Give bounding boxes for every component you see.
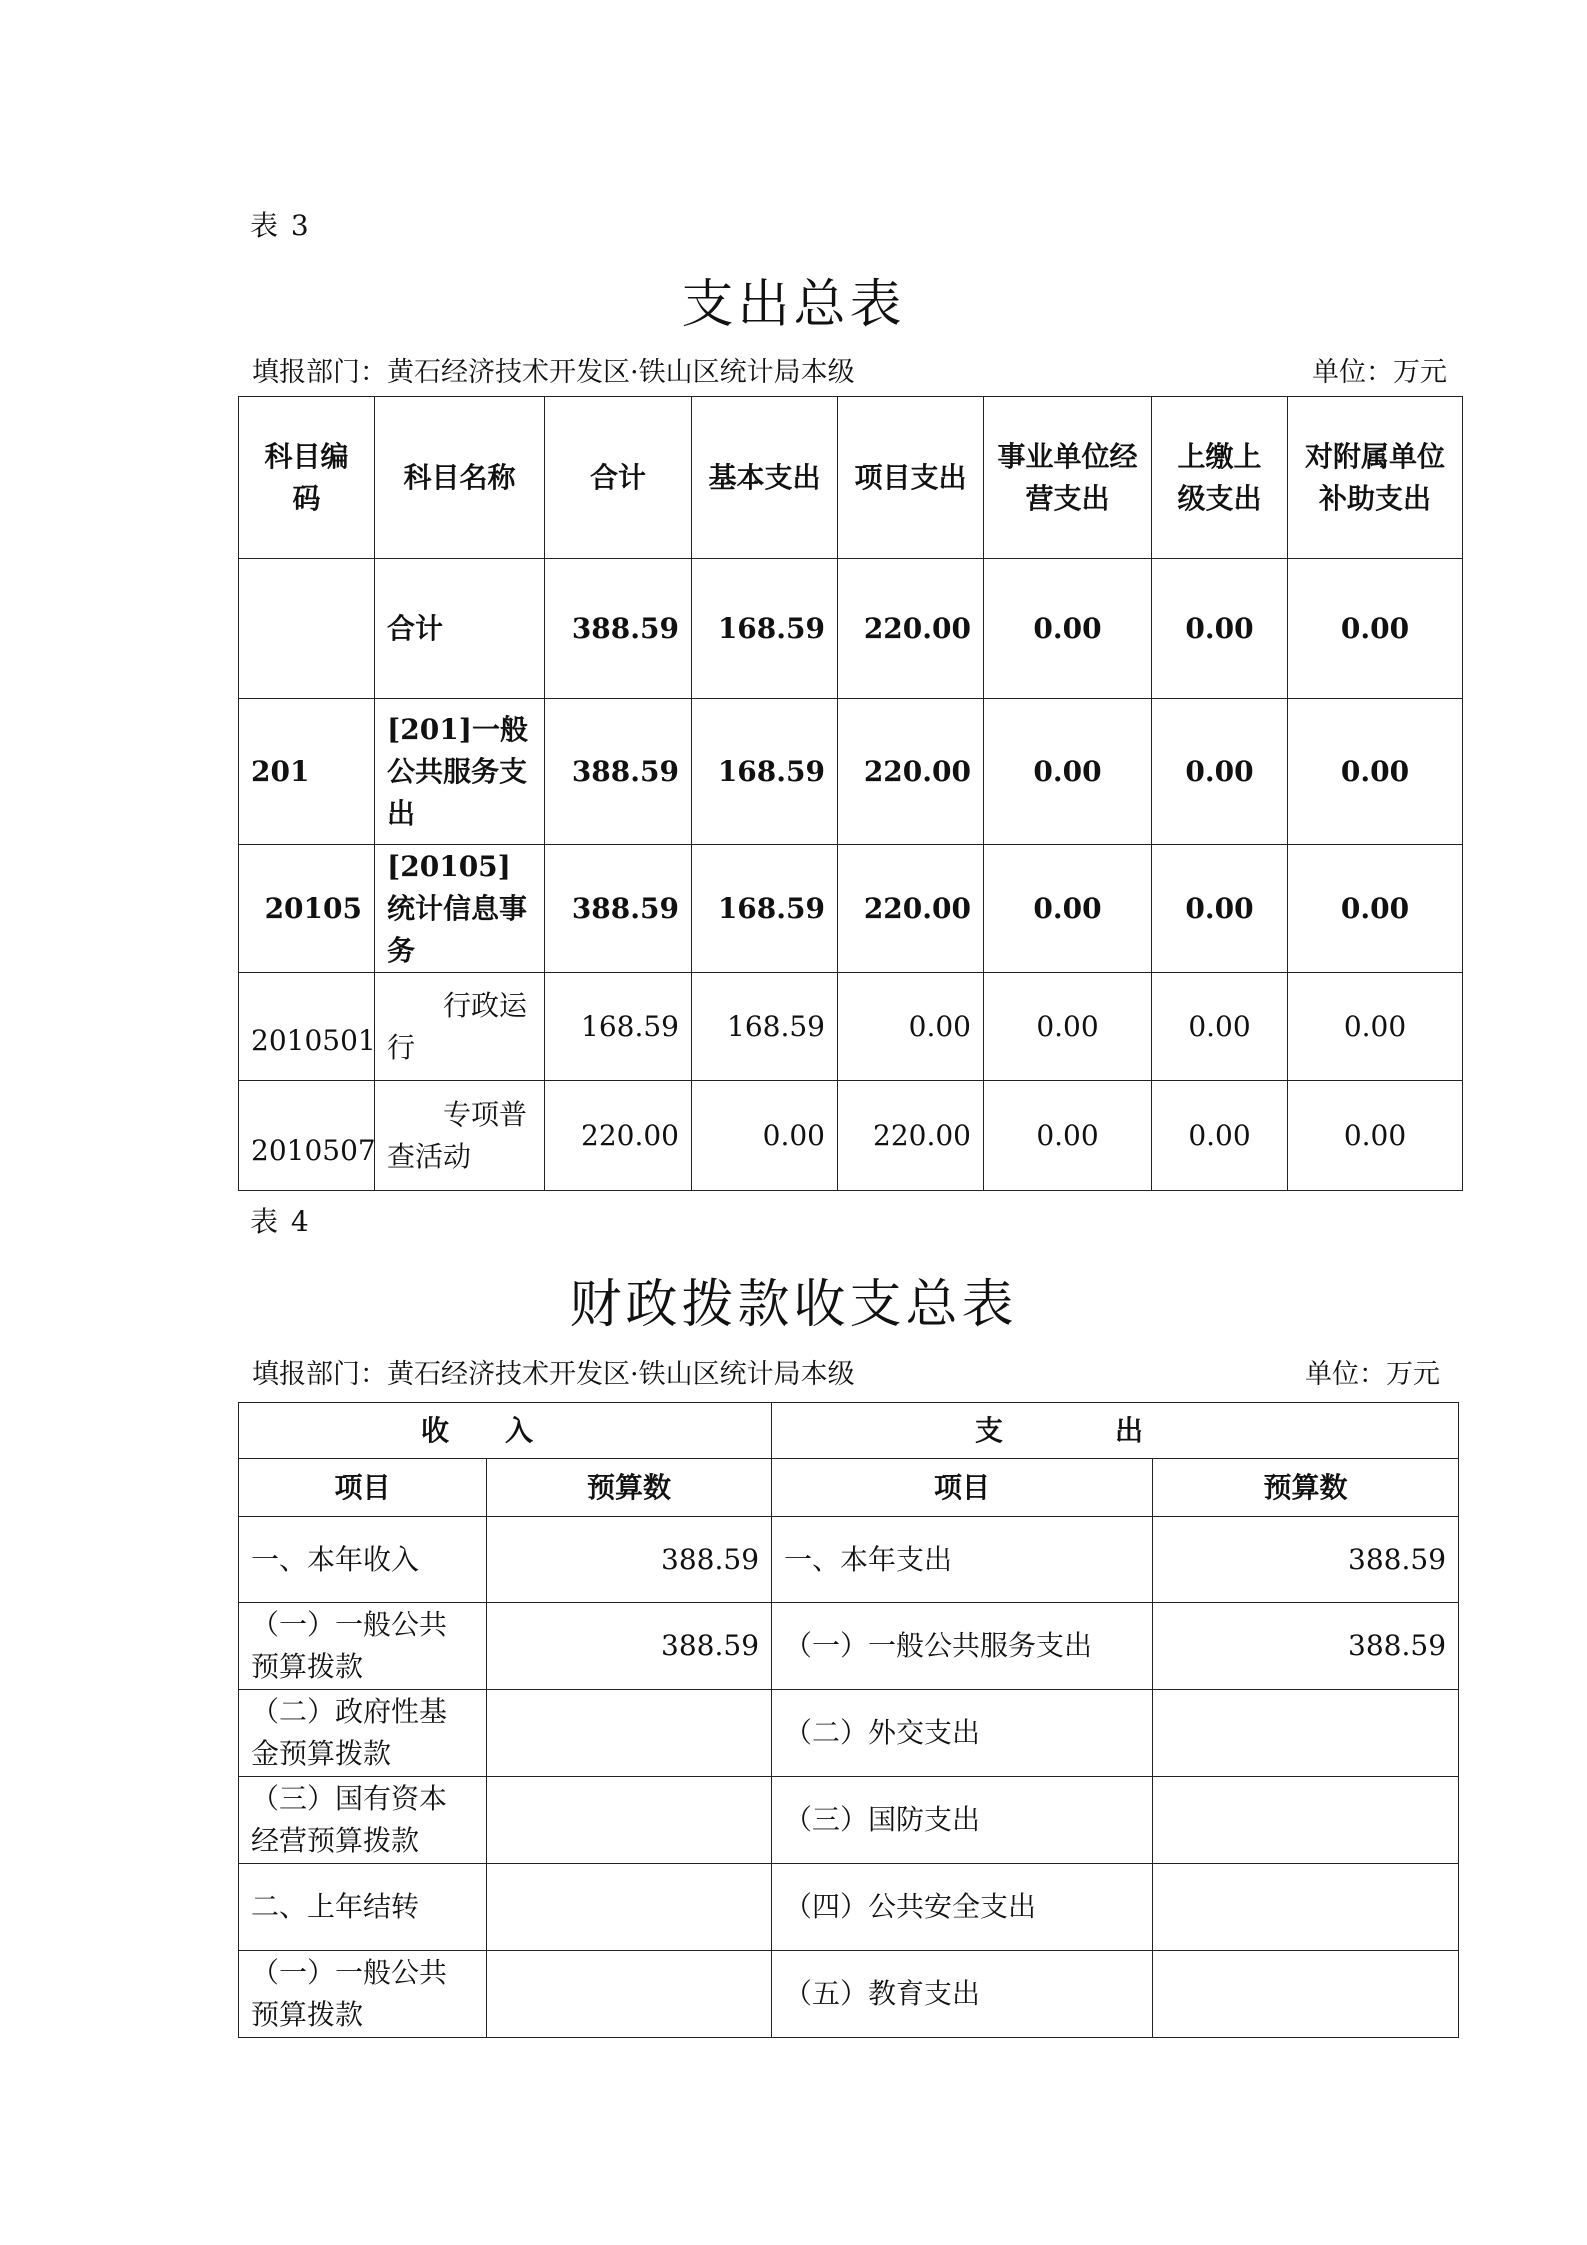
header-business-expense: 事业单位经营支出 bbox=[984, 397, 1152, 559]
expense-item: 一、本年支出 bbox=[772, 1517, 1153, 1603]
income-item: （一）一般公共预算拨款 bbox=[239, 1603, 487, 1690]
expense-item: （四）公共安全支出 bbox=[772, 1864, 1153, 1951]
table-row bbox=[239, 1690, 1459, 1777]
row-project: 220.00 bbox=[838, 559, 984, 699]
income-budget-header: 预算数 bbox=[487, 1459, 772, 1517]
row-total: 388.59 bbox=[545, 845, 692, 973]
income-value bbox=[487, 1951, 772, 2038]
income-item: （一）一般公共预算拨款 bbox=[239, 1951, 487, 2038]
income-value bbox=[487, 1690, 772, 1777]
row-project: 220.00 bbox=[838, 845, 984, 973]
table4-label: 表 4 bbox=[250, 1205, 311, 1238]
table-row bbox=[239, 559, 1463, 699]
header-upper-payment: 上缴上级支出 bbox=[1152, 397, 1288, 559]
expense-item: （五）教育支出 bbox=[772, 1951, 1153, 2038]
row-basic: 168.59 bbox=[692, 973, 838, 1081]
table4-meta bbox=[252, 1352, 1440, 1391]
table3-header-row bbox=[239, 397, 1463, 559]
header-basic-expense: 基本支出 bbox=[692, 397, 838, 559]
row-basic: 168.59 bbox=[692, 699, 838, 845]
table4-title: 财政拨款收支总表 bbox=[569, 1275, 1018, 1335]
expense-budget-header: 预算数 bbox=[1153, 1459, 1459, 1517]
row-business: 0.00 bbox=[984, 845, 1152, 973]
table4-header-row bbox=[239, 1459, 1459, 1517]
row-total: 388.59 bbox=[545, 559, 692, 699]
row-code: 20105 bbox=[239, 845, 375, 973]
row-subsidy: 0.00 bbox=[1288, 973, 1463, 1081]
row-code: 2010507 bbox=[239, 1081, 375, 1191]
row-project: 220.00 bbox=[838, 1081, 984, 1191]
header-total: 合计 bbox=[545, 397, 692, 559]
row-business: 0.00 bbox=[984, 973, 1152, 1081]
expense-value bbox=[1153, 1864, 1459, 1951]
income-value bbox=[487, 1864, 772, 1951]
income-value bbox=[487, 1777, 772, 1864]
expense-value: 388.59 bbox=[1153, 1603, 1459, 1690]
row-upper: 0.00 bbox=[1152, 1081, 1288, 1191]
row-name: [20105]统计信息事务 bbox=[375, 845, 545, 973]
row-code: 201 bbox=[239, 699, 375, 845]
row-basic: 168.59 bbox=[692, 559, 838, 699]
income-item: （三）国有资本经营预算拨款 bbox=[239, 1777, 487, 1864]
table-row bbox=[239, 973, 1463, 1081]
expense-item: （一）一般公共服务支出 bbox=[772, 1603, 1153, 1690]
table3-dept-label: 填报部门：黄石经济技术开发区·铁山区统计局本级 bbox=[252, 357, 855, 388]
row-code bbox=[239, 559, 375, 699]
row-subsidy: 0.00 bbox=[1288, 559, 1463, 699]
table-row bbox=[239, 1777, 1459, 1864]
table-row bbox=[239, 1864, 1459, 1951]
row-subsidy: 0.00 bbox=[1288, 1081, 1463, 1191]
row-name: 专项普查活动 bbox=[375, 1081, 545, 1191]
income-value: 388.59 bbox=[487, 1517, 772, 1603]
table-row bbox=[239, 845, 1463, 973]
expense-header: 支出 bbox=[772, 1403, 1459, 1459]
row-basic: 0.00 bbox=[692, 1081, 838, 1191]
income-item-header: 项目 bbox=[239, 1459, 487, 1517]
row-basic: 168.59 bbox=[692, 845, 838, 973]
income-header: 收入 bbox=[239, 1403, 772, 1459]
table4-group-header-row bbox=[239, 1403, 1459, 1459]
table4-unit-label: 单位：万元 bbox=[1305, 1359, 1440, 1390]
row-name: 合计 bbox=[375, 559, 545, 699]
table3-meta bbox=[252, 350, 1447, 389]
expense-value bbox=[1153, 1690, 1459, 1777]
header-subject-code: 科目编码 bbox=[239, 397, 375, 559]
expense-value bbox=[1153, 1777, 1459, 1864]
header-subsidy-expense: 对附属单位补助支出 bbox=[1288, 397, 1463, 559]
row-project: 0.00 bbox=[838, 973, 984, 1081]
table-row bbox=[239, 1951, 1459, 2038]
expense-item: （二）外交支出 bbox=[772, 1690, 1153, 1777]
row-total: 220.00 bbox=[545, 1081, 692, 1191]
row-business: 0.00 bbox=[984, 699, 1152, 845]
table-row bbox=[239, 1517, 1459, 1603]
row-upper: 0.00 bbox=[1152, 699, 1288, 845]
row-subsidy: 0.00 bbox=[1288, 699, 1463, 845]
header-subject-name: 科目名称 bbox=[375, 397, 545, 559]
income-item: 二、上年结转 bbox=[239, 1864, 487, 1951]
row-subsidy: 0.00 bbox=[1288, 845, 1463, 973]
table3-label: 表 3 bbox=[250, 209, 311, 242]
income-item: （二）政府性基金预算拨款 bbox=[239, 1690, 487, 1777]
table3-title: 支出总表 bbox=[681, 275, 906, 335]
row-business: 0.00 bbox=[984, 1081, 1152, 1191]
row-code: 2010501 bbox=[239, 973, 375, 1081]
row-upper: 0.00 bbox=[1152, 559, 1288, 699]
expense-item-header: 项目 bbox=[772, 1459, 1153, 1517]
table-row bbox=[239, 1603, 1459, 1690]
expense-item: （三）国防支出 bbox=[772, 1777, 1153, 1864]
expenditure-summary-table bbox=[238, 396, 1463, 1191]
table4-dept-label: 填报部门：黄石经济技术开发区·铁山区统计局本级 bbox=[252, 1359, 855, 1390]
table-row bbox=[239, 699, 1463, 845]
row-name: [201]一般公共服务支出 bbox=[375, 699, 545, 845]
table3-unit-label: 单位：万元 bbox=[1312, 357, 1447, 388]
row-upper: 0.00 bbox=[1152, 973, 1288, 1081]
income-item: 一、本年收入 bbox=[239, 1517, 487, 1603]
row-total: 388.59 bbox=[545, 699, 692, 845]
row-name: 行政运行 bbox=[375, 973, 545, 1081]
row-upper: 0.00 bbox=[1152, 845, 1288, 973]
row-total: 168.59 bbox=[545, 973, 692, 1081]
fiscal-appropriation-table bbox=[238, 1402, 1459, 2038]
row-business: 0.00 bbox=[984, 559, 1152, 699]
header-project-expense: 项目支出 bbox=[838, 397, 984, 559]
expense-value bbox=[1153, 1951, 1459, 2038]
table-row bbox=[239, 1081, 1463, 1191]
expense-value: 388.59 bbox=[1153, 1517, 1459, 1603]
row-project: 220.00 bbox=[838, 699, 984, 845]
income-value: 388.59 bbox=[487, 1603, 772, 1690]
